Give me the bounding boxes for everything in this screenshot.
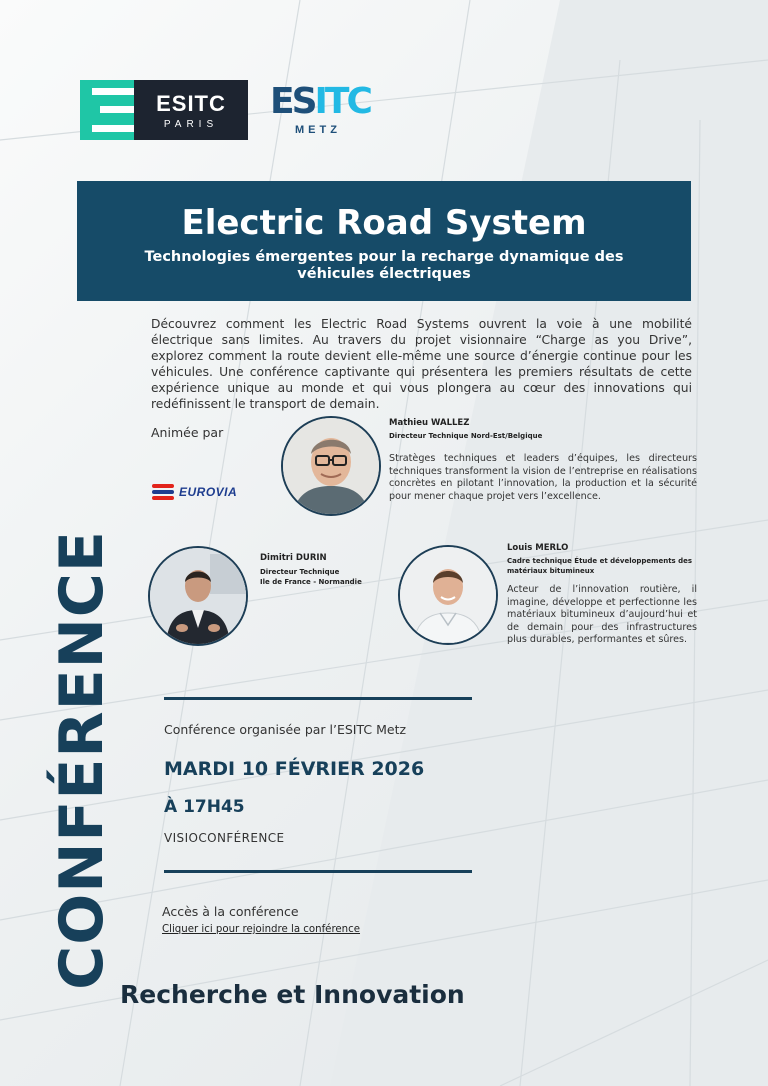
speaker-role-line2: Ile de France - Normandie [260,578,362,586]
event-mode: VISIOCONFÉRENCE [164,831,285,845]
event-title: Electric Road System [181,203,587,243]
event-subtitle: Technologies émergentes pour la recharge dynamique des véhicules électriques [144,249,624,282]
speaker-photo-wallez [281,416,381,516]
logo-metz-part2: ITC [314,81,370,122]
speaker-role: Cadre technique Étude et développements des matériaux bitumineux [507,557,693,575]
eurovia-logo [152,483,237,501]
eurovia-logo-text: EUROVIA [179,485,238,499]
organised-by: Conférence organisée par l’ESITC Metz [164,722,407,737]
access-label: Accès à la conférence [162,904,299,919]
join-conference-link[interactable]: Cliquer ici pour rejoindre la conférence [162,924,361,935]
logo-paris-name: ESITC [156,90,226,116]
speaker-photo-durin [148,546,248,646]
esitc-metz-logo [270,80,370,142]
divider-bottom [164,870,472,873]
hosted-by-label: Animée par [151,425,224,440]
event-time: À 17H45 [164,797,245,817]
logo-metz-part1: ES [270,81,315,122]
intro-paragraph: Découvrez comment les Electric Road Systems ouvrent la voie à une mobilité électrique sans limites. Au travers du projet visionnaire “Charge as you Drive”, explorez comment la route devient elle-même une source d’énergie continue pour les véhicules. Une conférence captivante qui présentera les premiers résultats de cette expérience unique au monde et qui vous plongera au cœur des innovations qui redéfinissent le transport de demain. [151,317,692,411]
divider-top [164,697,472,700]
esitc-paris-logo [80,80,248,140]
speaker-name: Louis MERLO [507,543,569,553]
esitc-paris-mark-icon [80,80,134,140]
speaker-wallez [389,418,697,503]
speaker-role-line1: Directeur Technique [260,568,340,576]
speaker-photo-merlo [398,545,498,645]
logo-metz-city: METZ [295,124,341,136]
logo-paris-city: PARIS [163,118,219,130]
speaker-role: Directeur Technique Nord-Est/Belgique [389,432,543,440]
speaker-description: Stratèges techniques et leaders d’équipes, les directeurs techniques transforment la vision de l’entreprise en réalisations concrètes en pilotant l’innovation, la production et la sécurité pour mener chaque projet vers l’excellence. [389,453,697,502]
speaker-merlo [507,543,697,647]
speaker-name: Dimitri DURIN [260,553,327,563]
footer-title: Recherche et Innovation [120,980,465,1009]
side-label-text: CONFÉRENCE [47,530,117,990]
title-banner [77,181,691,301]
speaker-description: Acteur de l’innovation routière, il imagine, développe et perfectionne les matériaux bitumineux d’aujourd’hui et de demain pour des infrastructures plus durables, performantes et sûres. [507,584,697,646]
eurovia-flag-icon [152,483,174,501]
speaker-durin [260,553,400,587]
event-date: MARDI 10 FÉVRIER 2026 [164,758,425,780]
speaker-name: Mathieu WALLEZ [389,418,470,428]
